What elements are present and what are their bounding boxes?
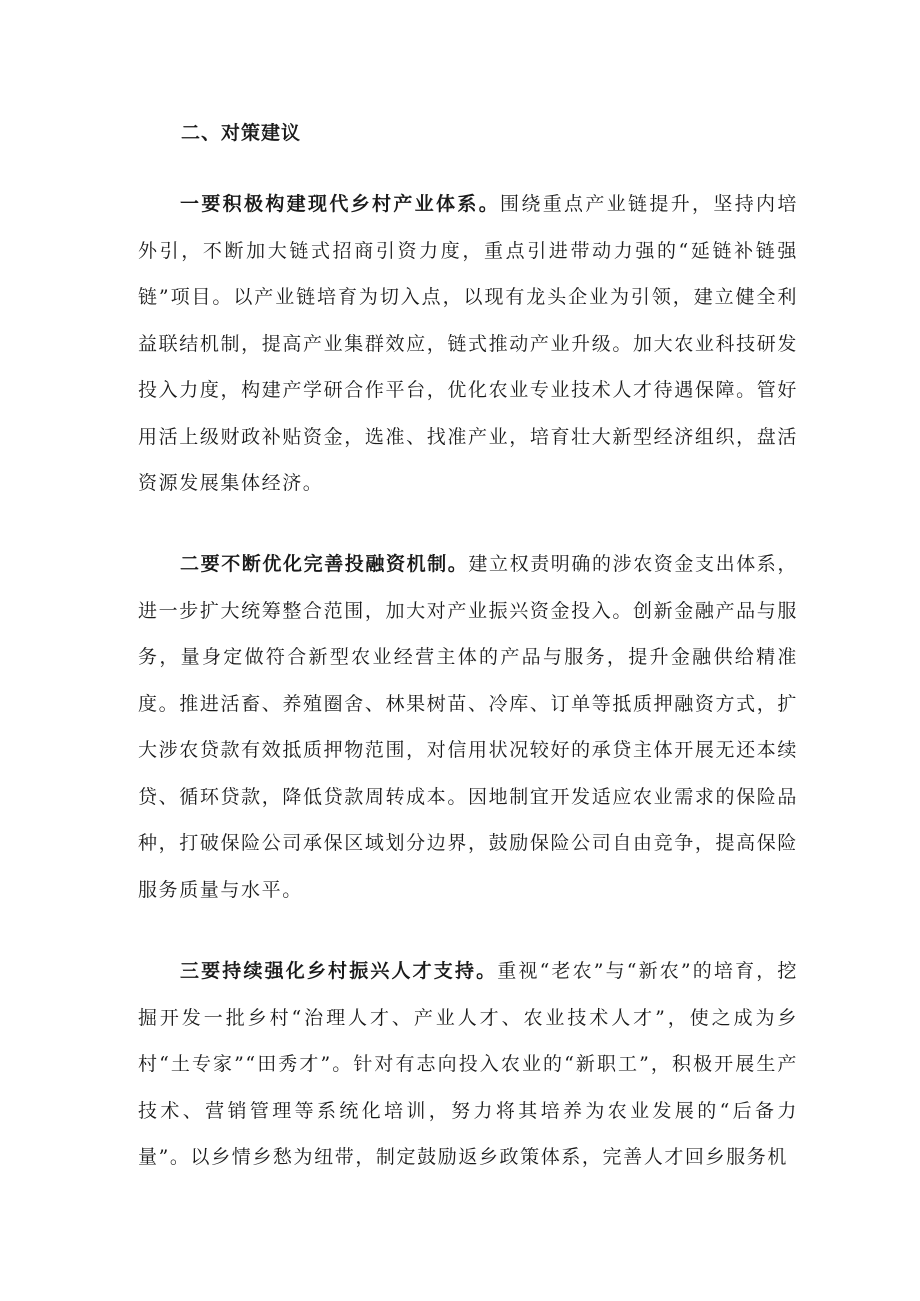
- paragraph-body: 重视“老农”与“新农”的培育，挖掘开发一批乡村“治理人才、产业人才、农业技术人才”，使之成为乡村“土专家”“田秀才”。针对有志向投入农业的“新职工”，积极开展生产技术、营销管理等系统化培训，努力将其培养为农业发展的“后备力量”。以乡情乡愁为纽带，制定鼓励返乡政策体系，完善人才回乡服务机: [138, 960, 798, 1168]
- paragraph-financing-mechanism: [138, 541, 798, 913]
- paragraph-talent-support: [138, 948, 798, 1181]
- paragraph-lead: 三要持续强化乡村振兴人才支持。: [180, 960, 498, 982]
- paragraph-body: 围绕重点产业链提升，坚持内培外引，不断加大链式招商引资力度，重点引进带动力强的“延链补链强链”项目。以产业链培育为切入点，以现有龙头企业为引领，建立健全利益联结机制，提高产业集群效应，链式推动产业升级。加大农业科技研发投入力度，构建产学研合作平台，优化农业专业技术人才待遇保障。管好用活上级财政补贴资金，选准、找准产业，培育壮大新型经济组织，盘活资源发展集体经济。: [138, 193, 798, 494]
- section-heading: 二、对策建议: [181, 122, 302, 144]
- paragraph-body: 建立权责明确的涉农资金支出体系，进一步扩大统筹整合范围，加大对产业振兴资金投入。创新金融产品与服务，量身定做符合新型农业经营主体的产品与服务，提升金融供给精准度。推进活畜、养殖圈舍、林果树苗、冷库、订单等抵质押融资方式，扩大涉农贷款有效抵质押物范围，对信用状况较好的承贷主体开展无还本续贷、循环贷款，降低贷款周转成本。因地制宜开发适应农业需求的保险品种，打破保险公司承保区域划分边界，鼓励保险公司自由竞争，提高保险服务质量与水平。: [138, 553, 799, 901]
- paragraph-lead: 二要不断优化完善投融资机制。: [180, 553, 469, 575]
- paragraph-industry-system: [138, 181, 798, 507]
- paragraph-lead: 一要积极构建现代乡村产业体系。: [180, 193, 501, 215]
